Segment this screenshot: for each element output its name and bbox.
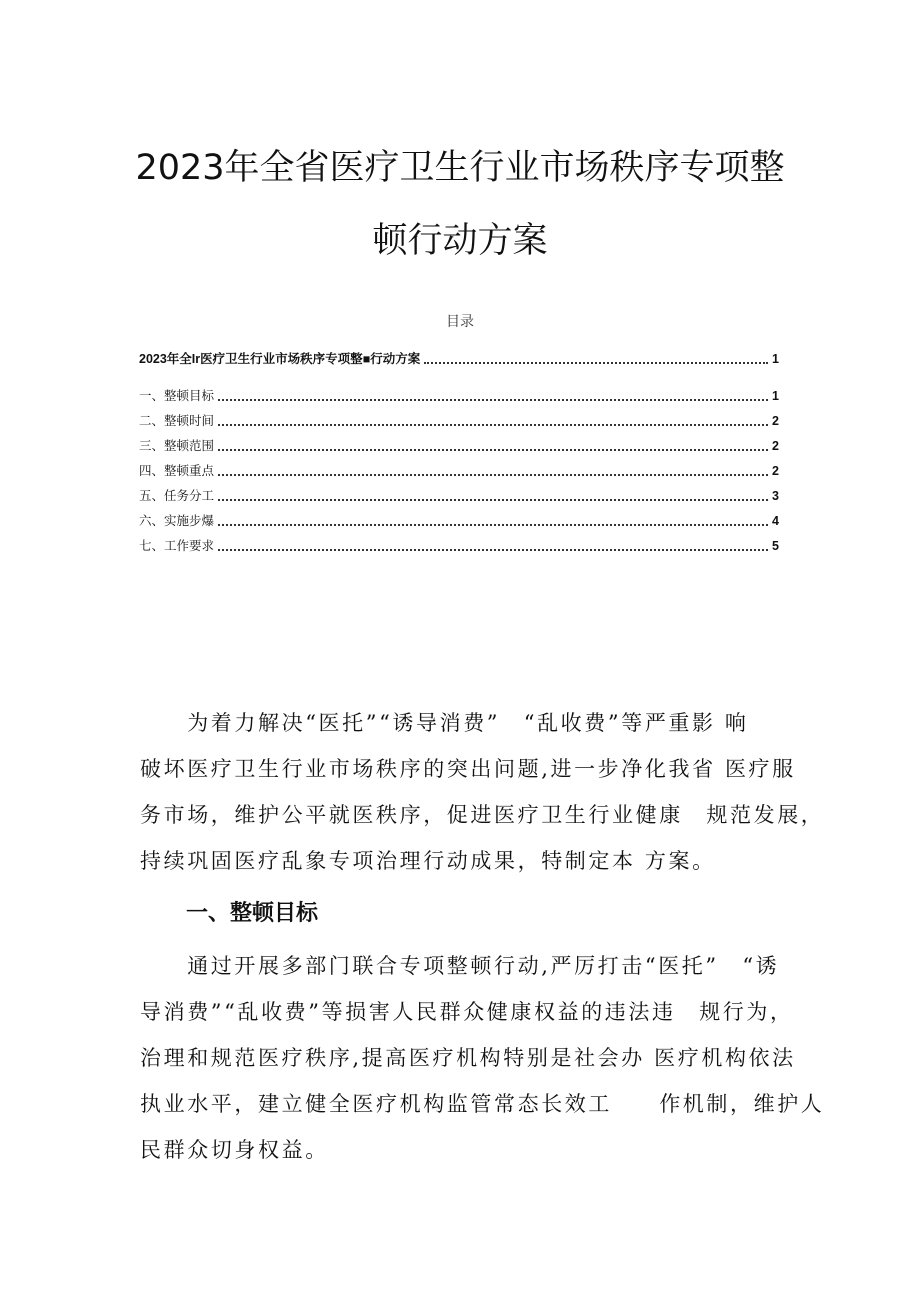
paragraph-line: 导消费”“乱收费”等损害人民群众健康权益的违法违 规行为， — [140, 1000, 794, 1024]
toc-entry-label: 一、整顿目标 — [139, 388, 215, 403]
toc-entry-label: 2023年全Ir医疗卫生行业市场秩序专项整■行动方案 — [139, 352, 421, 366]
paragraph-line: 为着力解决“医托”“诱导消费” “乱收费”等严重影 响 — [140, 711, 749, 735]
toc-entry-page: 5 — [772, 539, 779, 553]
paragraph-line: 务市场，维护公平就医秩序，促进医疗卫生行业健康 规范发展， — [140, 803, 825, 827]
goals-paragraph — [140, 943, 825, 1173]
intro-paragraph — [140, 700, 825, 884]
toc-entry-label: 三、整顿范围 — [139, 438, 215, 453]
toc-entry[interactable] — [139, 411, 779, 429]
paragraph-line: 通过开展多部门联合专项整顿行动,严厉打击“医托” “诱 — [140, 954, 780, 978]
section-heading-goals: 一、整顿目标 — [186, 901, 319, 926]
toc-heading: 目录 — [446, 314, 474, 330]
paragraph-line: 治理和规范医疗秩序,提高医疗机构特别是社会办 医疗机构依法 — [140, 1046, 796, 1070]
toc-entry-label: 二、整顿时间 — [139, 413, 215, 428]
toc-entry-main[interactable] — [139, 349, 779, 367]
toc-dot-leader — [218, 423, 768, 426]
paragraph-line: 民群众切身权益。 — [140, 1138, 329, 1162]
toc-entry-page: 2 — [772, 464, 779, 478]
toc-entry-label: 五、任务分工 — [139, 488, 215, 503]
toc-entry-label: 四、整顿重点 — [139, 463, 215, 478]
toc-entry-page: 2 — [772, 439, 779, 453]
toc-entry-label: 六、实施步爆 — [139, 513, 215, 528]
toc-entry[interactable] — [139, 511, 779, 529]
toc-entry[interactable] — [139, 536, 779, 554]
toc-entry[interactable] — [139, 486, 779, 504]
toc-entry[interactable] — [139, 386, 779, 404]
toc-dot-leader — [218, 398, 768, 401]
toc-entry[interactable] — [139, 436, 779, 454]
toc-entry-label: 七、工作要求 — [139, 538, 215, 553]
toc-entry-page: 1 — [772, 352, 779, 366]
toc-dot-leader — [218, 523, 768, 526]
title-line-2: 顿行动方案 — [372, 221, 548, 261]
toc-dot-leader — [218, 548, 768, 551]
toc-entry[interactable] — [139, 461, 779, 479]
toc-dot-leader — [218, 448, 768, 451]
toc-entry-page: 2 — [772, 414, 779, 428]
paragraph-line: 破坏医疗卫生行业市场秩序的突出问题,进一步净化我省 医疗服 — [140, 757, 796, 781]
toc-dot-leader — [218, 498, 768, 501]
title-line-1: 2023年全省医疗卫生行业市场秩序专项整 — [135, 148, 785, 188]
paragraph-line: 持续巩固医疗乱象专项治理行动成果，特制定本 方案。 — [140, 849, 716, 873]
toc-entry-page: 1 — [772, 389, 779, 403]
paragraph-line: 执业水平，建立健全医疗机构监管常态长效工 作机制，维护人 — [140, 1092, 825, 1116]
toc-dot-leader — [424, 361, 768, 364]
toc-entry-page: 4 — [772, 514, 779, 528]
toc-entry-page: 3 — [772, 489, 779, 503]
toc-dot-leader — [218, 473, 768, 476]
